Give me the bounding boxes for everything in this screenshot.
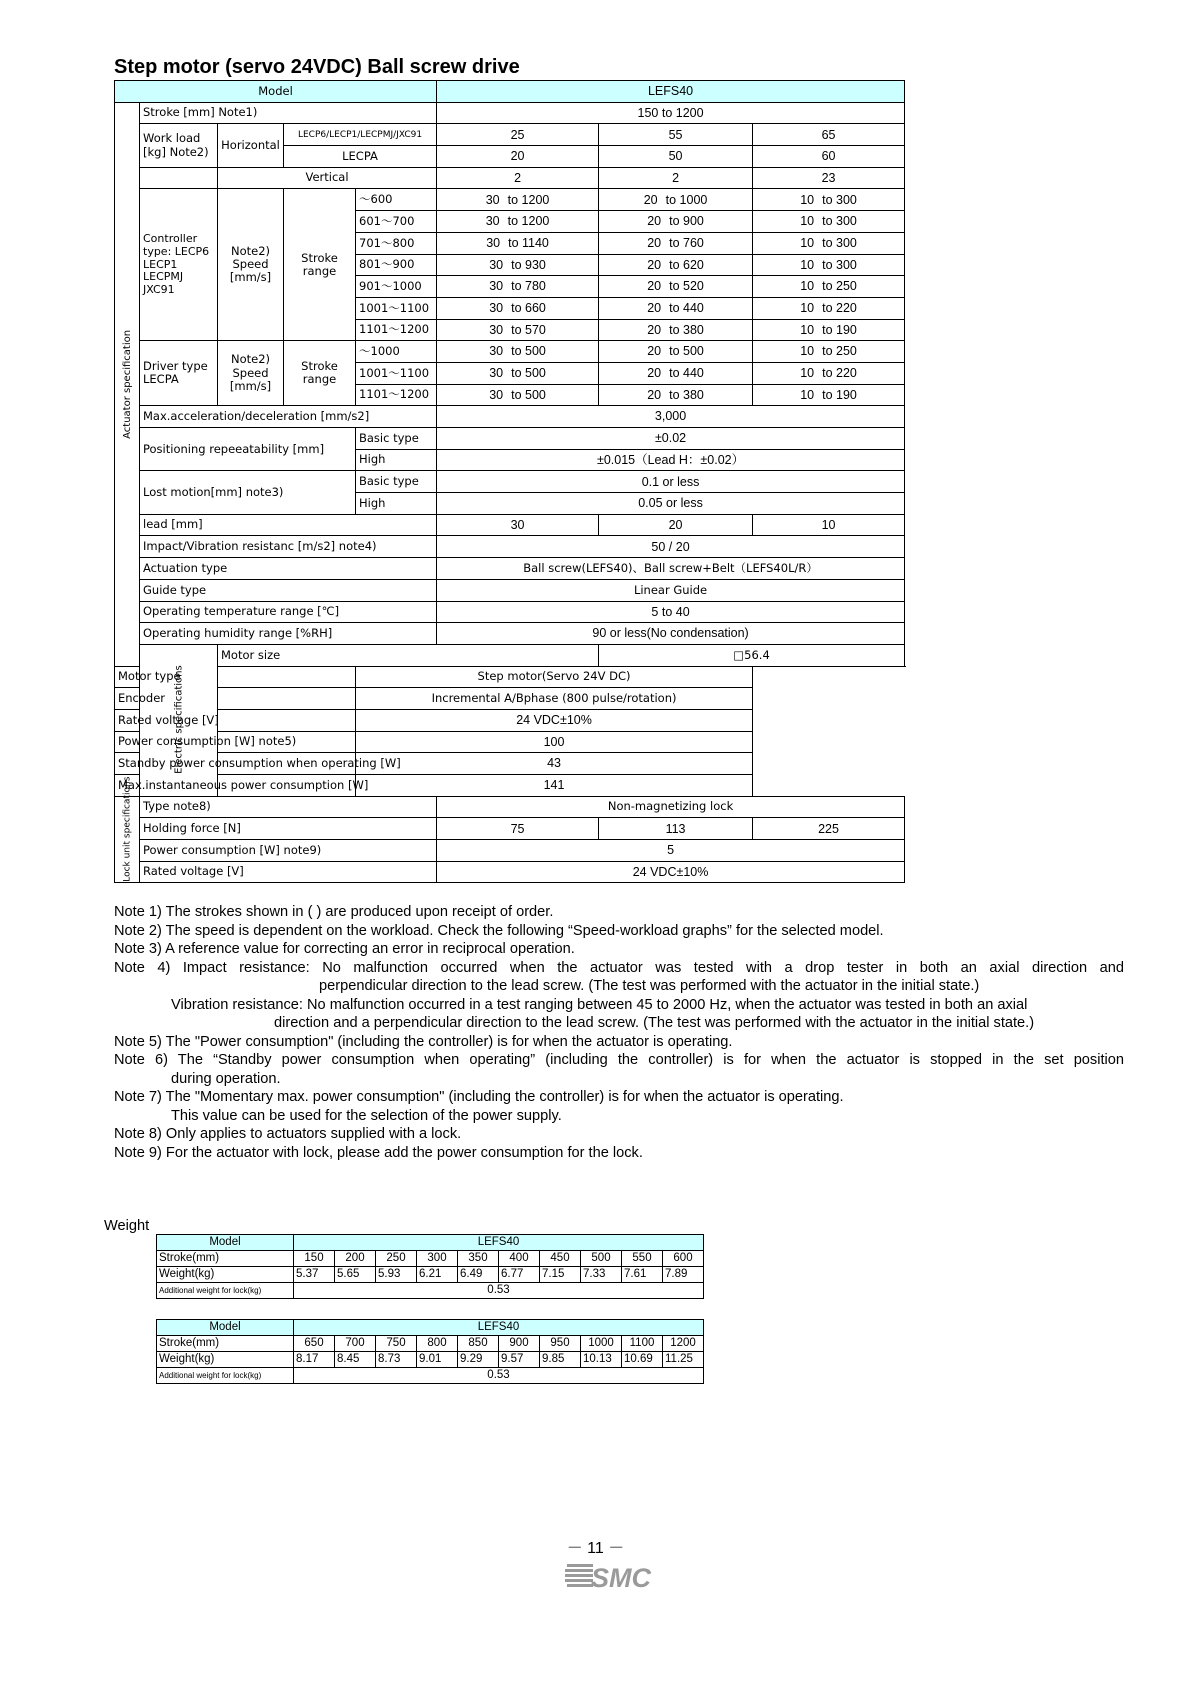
weight-kg-label: Weight(kg) <box>157 1352 294 1368</box>
weight-kg-label: Weight(kg) <box>157 1267 294 1283</box>
stroke-label: Stroke [mm] Note1) <box>140 102 437 124</box>
speed-min: 20 <box>647 344 662 359</box>
lock-weight-value: 0.53 <box>294 1368 704 1384</box>
stroke-cell: 650 <box>294 1336 335 1352</box>
speed-min: 30 <box>489 301 504 316</box>
speed-min: 30 <box>489 322 504 337</box>
lost-basic-value: 0.1 or less <box>437 471 905 493</box>
speed-min: 10 <box>800 214 815 229</box>
speed-max: to 1200 <box>507 192 550 207</box>
speed-max: to 520 <box>669 279 704 294</box>
speed-min: 30 <box>489 387 504 402</box>
note-4-vibration-cont: direction and a perpendicular direction to the lead screw. (The test was performed with the actuator in the initial state.) <box>274 1015 1035 1031</box>
lost-high-label: High <box>356 493 437 515</box>
work-load-label: Work load [kg] Note2) <box>140 124 218 167</box>
stroke-cell: 600 <box>663 1251 704 1267</box>
vertical-10: 23 <box>753 167 905 189</box>
smc-logo-text: SMC <box>591 1563 651 1593</box>
weight-cell: 6.77 <box>499 1267 540 1283</box>
lock-weight-label: Additional weight for lock(kg) <box>157 1283 294 1299</box>
holding-10: 225 <box>753 818 905 840</box>
horiz-lecp6-20: 55 <box>599 124 753 146</box>
op-temp-label: Operating temperature range [℃] <box>140 601 437 623</box>
lock-power-label: Power consumption [W] note9) <box>140 840 437 862</box>
pos-rep-high-label: High <box>356 449 437 471</box>
speed-max: to 780 <box>511 279 546 294</box>
pos-rep-label: Positioning repeeatability [mm] <box>140 428 356 471</box>
weight-table-1 <box>156 1234 704 1299</box>
driver-speed-label: Note2) Speed [mm/s] <box>218 341 284 406</box>
note-2: Note 2) The speed is dependent on the workload. Check the following “Speed-workload graphs” for the selected model. <box>114 922 884 939</box>
motor-size-label: Motor size <box>218 644 599 666</box>
smc-logo-icon <box>565 1558 661 1592</box>
actuation-value: Ball screw(LEFS40)、Ball screw+Belt（LEFS40L/R） <box>437 558 905 580</box>
lecpa-label: LECPA <box>284 146 437 168</box>
pos-rep-high-value: ±0.015（Lead H：±0.02） <box>437 449 905 471</box>
weight-table-2 <box>156 1319 704 1384</box>
weight-cell: 5.93 <box>376 1267 417 1283</box>
speed-min: 20 <box>647 387 662 402</box>
ctrl-range: 1001～1100 <box>356 297 437 319</box>
stroke-cell: 750 <box>376 1336 417 1352</box>
lock-type-value: Non-magnetizing lock <box>437 796 905 818</box>
op-temp-value: 5 to 40 <box>437 601 905 623</box>
weight-cell: 5.65 <box>335 1267 376 1283</box>
encoder-value: Incremental A/Bphase (800 pulse/rotation) <box>356 688 753 710</box>
lock-power-value: 5 <box>437 840 905 862</box>
lecp6-label: LECP6/LECP1/LECPMJ/JXC91 <box>284 124 437 146</box>
speed-min: 10 <box>800 257 815 272</box>
speed-min: 10 <box>800 235 815 250</box>
note-6-cont: during operation. <box>171 1070 281 1087</box>
lead-label: lead [mm] <box>140 514 437 536</box>
horizontal-label: Horizontal <box>218 124 284 167</box>
speed-max: to 500 <box>511 344 546 359</box>
speed-max: to 500 <box>511 366 546 381</box>
weight-cell: 6.49 <box>458 1267 499 1283</box>
note-7-cont: This value can be used for the selection of the power supply. <box>171 1107 562 1124</box>
speed-max: to 300 <box>822 257 857 272</box>
speed-min: 30 <box>489 344 504 359</box>
speed-min: 20 <box>647 214 662 229</box>
speed-max: to 220 <box>822 301 857 316</box>
speed-max: to 500 <box>511 387 546 402</box>
note-9: Note 9) For the actuator with lock, please add the power consumption for the lock. <box>114 1144 643 1161</box>
speed-max: to 900 <box>669 214 704 229</box>
group-lock: Lock unit specifications <box>115 796 140 883</box>
speed-max: to 1200 <box>507 214 550 229</box>
weight-model-label: Model <box>157 1320 294 1336</box>
holding-30: 75 <box>437 818 599 840</box>
motor-size-value: □56.4 <box>599 644 905 666</box>
speed-max: to 250 <box>822 279 857 294</box>
weight-cell: 8.45 <box>335 1352 376 1368</box>
vertical-label: Vertical <box>218 167 437 189</box>
speed-max: to 500 <box>669 344 704 359</box>
speed-max: to 930 <box>511 257 546 272</box>
weight-cell: 7.33 <box>581 1267 622 1283</box>
speed-max: to 190 <box>822 322 857 337</box>
max-inst-label: Max.instantaneous power consumption [W] <box>115 775 356 797</box>
controller-stroke-range-label: Stroke range <box>284 189 356 341</box>
speed-min: 20 <box>647 301 662 316</box>
stroke-cell: 950 <box>540 1336 581 1352</box>
speed-min: 30 <box>485 214 500 229</box>
weight-cell: 9.29 <box>458 1352 499 1368</box>
weight-cell: 11.25 <box>663 1352 704 1368</box>
ctrl-range: 801～900 <box>356 254 437 276</box>
stroke-cell: 700 <box>335 1336 376 1352</box>
controller-label: Controller type: LECP6 LECP1 LECPMJ JXC91 <box>140 189 218 341</box>
ctrl-range: 601～700 <box>356 211 437 233</box>
weight-cell: 6.21 <box>417 1267 458 1283</box>
speed-min: 20 <box>647 279 662 294</box>
weight-cell: 7.61 <box>622 1267 663 1283</box>
model-header: Model <box>115 81 437 103</box>
weight-cell: 10.13 <box>581 1352 622 1368</box>
holding-20: 113 <box>599 818 753 840</box>
spec-table <box>114 80 905 883</box>
horiz-lecpa-20: 50 <box>599 146 753 168</box>
guide-label: Guide type <box>140 579 437 601</box>
weight-stroke-label: Stroke(mm) <box>157 1336 294 1352</box>
max-accel-label: Max.acceleration/deceleration [mm/s2] <box>140 406 437 428</box>
drv-range: 1001～1100 <box>356 362 437 384</box>
speed-min: 20 <box>647 257 662 272</box>
lock-type-label: Type note8) <box>140 796 437 818</box>
note-4-cont: perpendicular direction to the lead screw. (The test was performed with the actuator in the initial state.) <box>319 978 980 994</box>
speed-min: 10 <box>800 344 815 359</box>
stroke-cell: 550 <box>622 1251 663 1267</box>
holding-label: Holding force [N] <box>140 818 437 840</box>
motor-type-value: Step motor(Servo 24V DC) <box>356 666 753 688</box>
note-7: Note 7) The "Momentary max. power consumption" (including the controller) is for when the actuator is operating. <box>114 1089 844 1105</box>
horiz-lecpa-30: 20 <box>437 146 599 168</box>
standby-label: Standby power consumption when operating [W] <box>115 753 356 775</box>
weight-cell: 8.17 <box>294 1352 335 1368</box>
speed-min: 20 <box>647 235 662 250</box>
speed-min: 10 <box>800 387 815 402</box>
weight-heading: Weight <box>104 1218 150 1234</box>
driver-stroke-range-label: Stroke range <box>284 341 356 406</box>
speed-max: to 620 <box>669 257 704 272</box>
note-6: Note 6) The “Standby power consumption when operating” (including the controller) is for when the actuator is stopped in the set position <box>114 1052 1124 1068</box>
speed-min: 30 <box>489 257 504 272</box>
speed-min: 10 <box>800 279 815 294</box>
lead-20: 20 <box>599 514 753 536</box>
lock-rated-label: Rated voltage [V] <box>140 861 437 883</box>
speed-max: to 300 <box>822 192 857 207</box>
horiz-lecp6-10: 65 <box>753 124 905 146</box>
op-hum-value: 90 or less(No condensation) <box>437 623 905 645</box>
max-accel-value: 3,000 <box>437 406 905 428</box>
rated-voltage-label: Rated voltage [V] <box>115 709 356 731</box>
lock-weight-label: Additional weight for lock(kg) <box>157 1368 294 1384</box>
speed-min: 20 <box>647 322 662 337</box>
lead-30: 30 <box>437 514 599 536</box>
speed-min: 20 <box>647 366 662 381</box>
weight-model-label: Model <box>157 1235 294 1251</box>
rated-voltage-value: 24 VDC±10% <box>356 709 753 731</box>
weight-model-value: LEFS40 <box>294 1235 704 1251</box>
speed-max: to 1000 <box>665 192 708 207</box>
ctrl-range: 1101～1200 <box>356 319 437 341</box>
smc-logo <box>565 1558 661 1597</box>
pos-rep-basic-label: Basic type <box>356 428 437 450</box>
stroke-cell: 1200 <box>663 1336 704 1352</box>
drv-range: ～1000 <box>356 341 437 363</box>
note-3: Note 3) A reference value for correcting an error in reciprocal operation. <box>114 941 575 957</box>
stroke-cell: 1000 <box>581 1336 622 1352</box>
weight-cell: 8.73 <box>376 1352 417 1368</box>
power-value: 100 <box>356 731 753 753</box>
weight-cell: 7.15 <box>540 1267 581 1283</box>
weight-cell: 10.69 <box>622 1352 663 1368</box>
page-title: Step motor (servo 24VDC) Ball screw drive <box>114 56 520 78</box>
speed-min: 10 <box>800 192 815 207</box>
impact-value: 50 / 20 <box>437 536 905 558</box>
speed-min: 10 <box>800 366 815 381</box>
stroke-cell: 300 <box>417 1251 458 1267</box>
weight-cell: 9.85 <box>540 1352 581 1368</box>
stroke-cell: 200 <box>335 1251 376 1267</box>
lost-motion-label: Lost motion[mm] note3) <box>140 471 356 514</box>
note-4-vibration: Vibration resistance: No malfunction occurred in a test ranging between 45 to 2000 Hz, when the actuator was tested in both an axial <box>171 996 1028 1013</box>
stroke-cell: 250 <box>376 1251 417 1267</box>
lock-weight-value: 0.53 <box>294 1283 704 1299</box>
pos-rep-basic-value: ±0.02 <box>437 428 905 450</box>
stroke-value: 150 to 1200 <box>437 102 905 124</box>
stroke-cell: 400 <box>499 1251 540 1267</box>
lead-10: 10 <box>753 514 905 536</box>
speed-min: 30 <box>485 192 500 207</box>
stroke-cell: 900 <box>499 1336 540 1352</box>
lost-high-value: 0.05 or less <box>437 493 905 515</box>
weight-cell: 9.57 <box>499 1352 540 1368</box>
speed-max: to 380 <box>669 387 704 402</box>
stroke-cell: 350 <box>458 1251 499 1267</box>
op-hum-label: Operating humidity range [%RH] <box>140 623 437 645</box>
group-electric: Electric specifications <box>140 644 218 796</box>
standby-value: 43 <box>356 753 753 775</box>
model-value: LEFS40 <box>437 81 905 103</box>
motor-type-label: Motor type <box>115 666 356 688</box>
stroke-cell: 150 <box>294 1251 335 1267</box>
vertical-30: 2 <box>437 167 599 189</box>
speed-min: 20 <box>643 192 658 207</box>
page-number: － 11 － <box>566 1540 625 1557</box>
stroke-cell: 450 <box>540 1251 581 1267</box>
speed-min: 30 <box>489 279 504 294</box>
note-4: Note 4) Impact resistance: No malfunction occurred when the actuator was tested with a drop tester in both an axial direction and <box>114 959 1124 976</box>
weight-model-value: LEFS40 <box>294 1320 704 1336</box>
impact-label: Impact/Vibration resistanc [m/s2] note4) <box>140 536 437 558</box>
stroke-cell: 850 <box>458 1336 499 1352</box>
stroke-cell: 1100 <box>622 1336 663 1352</box>
drv-range: 1101～1200 <box>356 384 437 406</box>
weight-cell: 9.01 <box>417 1352 458 1368</box>
stroke-cell: 500 <box>581 1251 622 1267</box>
lock-rated-value: 24 VDC±10% <box>437 861 905 883</box>
guide-value: Linear Guide <box>437 579 905 601</box>
speed-max: to 660 <box>511 301 546 316</box>
ctrl-range: ～600 <box>356 189 437 211</box>
weight-cell: 7.89 <box>663 1267 704 1283</box>
vertical-20: 2 <box>599 167 753 189</box>
lost-basic-label: Basic type <box>356 471 437 493</box>
speed-max: to 300 <box>822 235 857 250</box>
actuation-label: Actuation type <box>140 558 437 580</box>
horiz-lecp6-30: 25 <box>437 124 599 146</box>
speed-max: to 570 <box>511 322 546 337</box>
speed-max: to 300 <box>822 214 857 229</box>
speed-max: to 1140 <box>508 235 549 250</box>
encoder-label: Encoder <box>115 688 356 710</box>
speed-min: 30 <box>486 235 501 250</box>
ctrl-range: 901～1000 <box>356 276 437 298</box>
note-5: Note 5) The "Power consumption" (including the controller) is for when the actuator is operating. <box>114 1033 733 1050</box>
group-actuator: Actuator specification <box>115 102 140 666</box>
max-inst-value: 141 <box>356 775 753 797</box>
weight-cell: 5.37 <box>294 1267 335 1283</box>
ctrl-range: 701～800 <box>356 232 437 254</box>
horiz-lecpa-10: 60 <box>753 146 905 168</box>
controller-speed-label: Note2) Speed [mm/s] <box>218 189 284 341</box>
weight-stroke-label: Stroke(mm) <box>157 1251 294 1267</box>
speed-max: to 190 <box>822 387 857 402</box>
speed-max: to 440 <box>669 366 704 381</box>
speed-max: to 760 <box>669 235 704 250</box>
speed-max: to 250 <box>822 344 857 359</box>
note-8: Note 8) Only applies to actuators supplied with a lock. <box>114 1126 462 1142</box>
speed-max: to 440 <box>669 301 704 316</box>
power-label: Power consumption [W] note5) <box>115 731 356 753</box>
note-1: Note 1) The strokes shown in ( ) are produced upon receipt of order. <box>114 904 554 920</box>
speed-min: 10 <box>800 322 815 337</box>
stroke-cell: 800 <box>417 1336 458 1352</box>
speed-max: to 380 <box>669 322 704 337</box>
speed-min: 30 <box>489 366 504 381</box>
speed-min: 10 <box>800 301 815 316</box>
driver-label: Driver type LECPA <box>140 341 218 406</box>
notes <box>114 903 1124 1162</box>
speed-max: to 220 <box>822 366 857 381</box>
